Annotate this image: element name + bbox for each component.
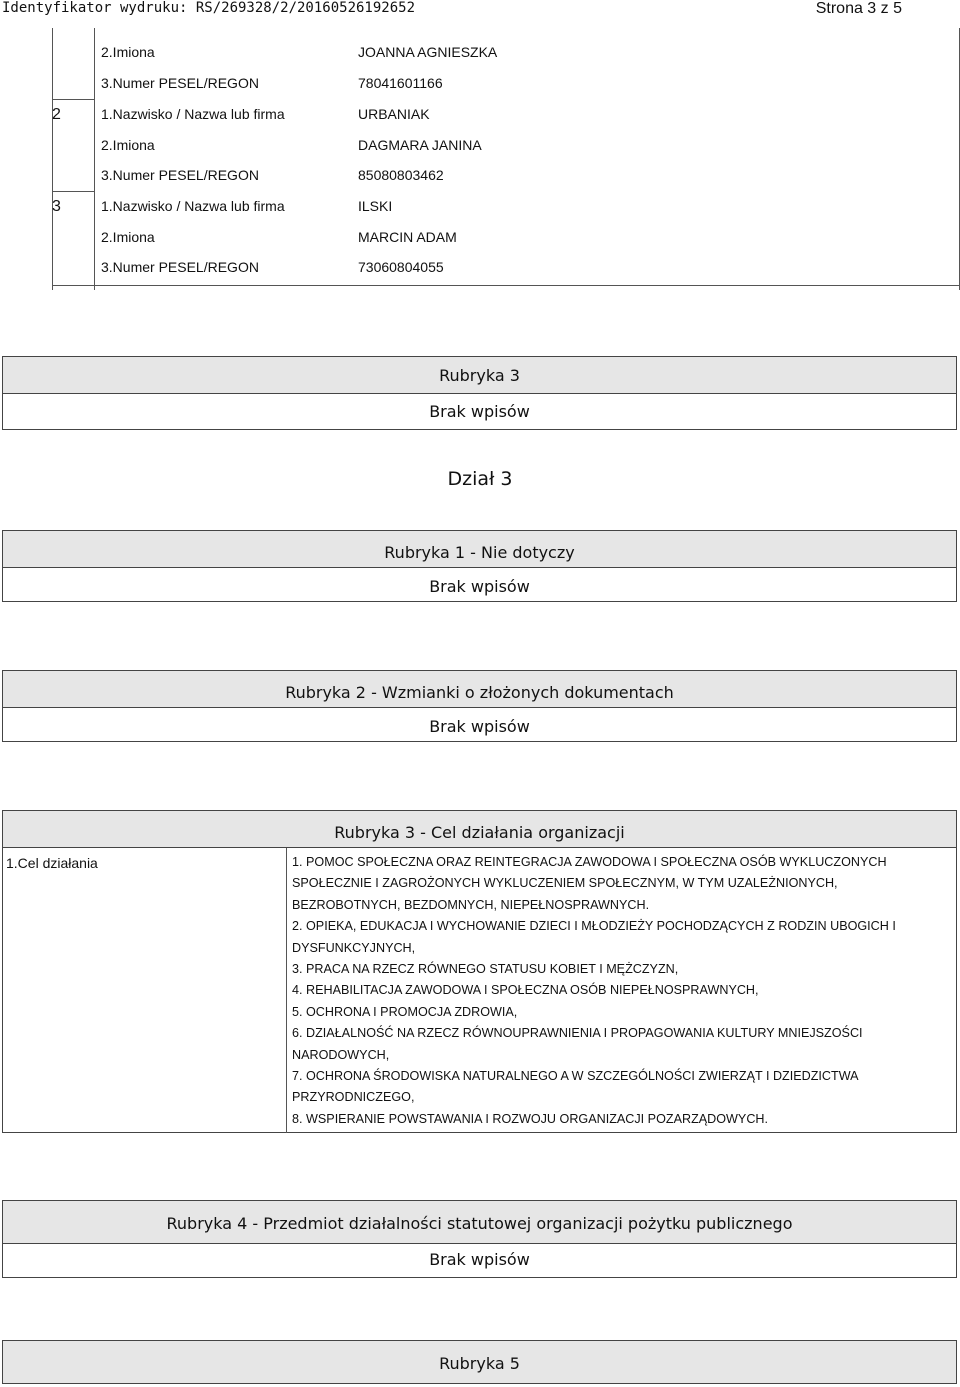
rubryka-2-header (2, 670, 957, 708)
rubryka-4-header (2, 1200, 957, 1244)
cel-line: 7. OCHRONA ŚRODOWISKA NATURALNEGO A W SZCZEGÓLNOŚCI ZWIERZĄT I DZIEDZICTWA (292, 1069, 859, 1084)
empty-notice: Brak wpisów (429, 1250, 530, 1269)
section-title: Rubryka 5 (439, 1354, 520, 1373)
row-label: 2.Imiona (101, 44, 155, 60)
rubryka-4-body (2, 1244, 957, 1278)
dzial-title: Dział 3 (447, 468, 513, 490)
row-label: 1.Nazwisko / Nazwa lub firma (101, 198, 285, 214)
row-label: 2.Imiona (101, 137, 155, 153)
page-number: Strona 3 z 5 (815, 0, 902, 17)
row-label: 1.Nazwisko / Nazwa lub firma (101, 106, 285, 122)
persons-table (0, 28, 960, 290)
row-value: MARCIN ADAM (358, 229, 457, 245)
cel-line: 2. OPIEKA, EDUKACJA I WYCHOWANIE DZIECI I MŁODZIEŻY POCHODZĄCYCH Z RODZIN UBOGICH I (292, 919, 896, 934)
row-value: 85080803462 (358, 167, 444, 183)
cel-line: BEZROBOTNYCH, BEZDOMNYCH, NIEPEŁNOSPRAWNYCH. (292, 897, 650, 912)
section-title: Rubryka 1 - Nie dotyczy (384, 543, 575, 562)
section-title: Rubryka 4 - Przedmiot działalności statutowej organizacji pożytku publicznego (166, 1214, 793, 1233)
cel-line: 6. DZIAŁALNOŚĆ NA RZECZ RÓWNOUPRAWNIENIA I PROPAGOWANIA KULTURY MNIEJSZOŚCI (292, 1026, 863, 1041)
row-value: JOANNA AGNIESZKA (358, 44, 498, 60)
row-value: DAGMARA JANINA (358, 137, 482, 153)
section-title: Rubryka 2 - Wzmianki o złożonych dokumentach (285, 683, 674, 702)
rubryka-1-header (2, 530, 957, 568)
cel-line: 3. PRACA NA RZECZ RÓWNEGO STATUSU KOBIET I MĘŻCZYZN, (292, 962, 679, 977)
row-value: 73060804055 (358, 259, 444, 275)
cel-line: DYSFUNKCYJNYCH, (292, 940, 416, 955)
entry-number: 3 (52, 198, 61, 215)
cel-line: 4. REHABILITACJA ZAWODOWA I SPOŁECZNA OSÓB NIEPEŁNOSPRAWNYCH, (292, 983, 759, 998)
row-label: 3.Numer PESEL/REGON (101, 75, 259, 91)
rubryka-2-body (2, 708, 957, 742)
row-value: ILSKI (358, 198, 393, 214)
rubryka-1-body (2, 568, 957, 602)
section-title: Rubryka 3 (439, 366, 520, 385)
rubryka-3-body (2, 394, 957, 430)
row-label: 3.Numer PESEL/REGON (101, 259, 259, 275)
row-label: 3.Numer PESEL/REGON (101, 167, 259, 183)
print-identifier: Identyfikator wydruku: RS/269328/2/20160526192652 (2, 0, 416, 16)
cel-line: PRZYRODNICZEGO, (292, 1090, 415, 1105)
rubryka-5-header (2, 1340, 957, 1384)
row-value: URBANIAK (358, 106, 430, 122)
cel-label: 1.Cel działania (6, 855, 98, 871)
cel-line: NARODOWYCH, (292, 1047, 390, 1062)
cel-line: SPOŁECZNIE I ZAGROŻONYCH WYKLUCZENIEM SPOŁECZNYM, W TYM UZALEŻNIONYCH, (292, 876, 838, 891)
cel-line: 5. OCHRONA I PROMOCJA ZDROWIA, (292, 1004, 518, 1019)
rubryka-3-cel-header (2, 810, 957, 848)
row-value: 78041601166 (358, 75, 443, 91)
cel-line: 8. WSPIERANIE POWSTAWANIA I ROZWOJU ORGANIZACJI POZARZĄDOWYCH. (292, 1111, 769, 1126)
cel-list (292, 852, 947, 1130)
section-title: Rubryka 3 - Cel działania organizacji (334, 823, 625, 842)
empty-notice: Brak wpisów (429, 577, 530, 596)
row-label: 2.Imiona (101, 229, 155, 245)
cel-line: 1. POMOC SPOŁECZNA ORAZ REINTEGRACJA ZAWODOWA I SPOŁECZNA OSÓB WYKLUCZONYCH (292, 855, 887, 869)
empty-notice: Brak wpisów (429, 717, 530, 736)
rubryka-3-header (2, 356, 957, 394)
entry-number: 2 (52, 106, 61, 123)
empty-notice: Brak wpisów (429, 402, 530, 421)
